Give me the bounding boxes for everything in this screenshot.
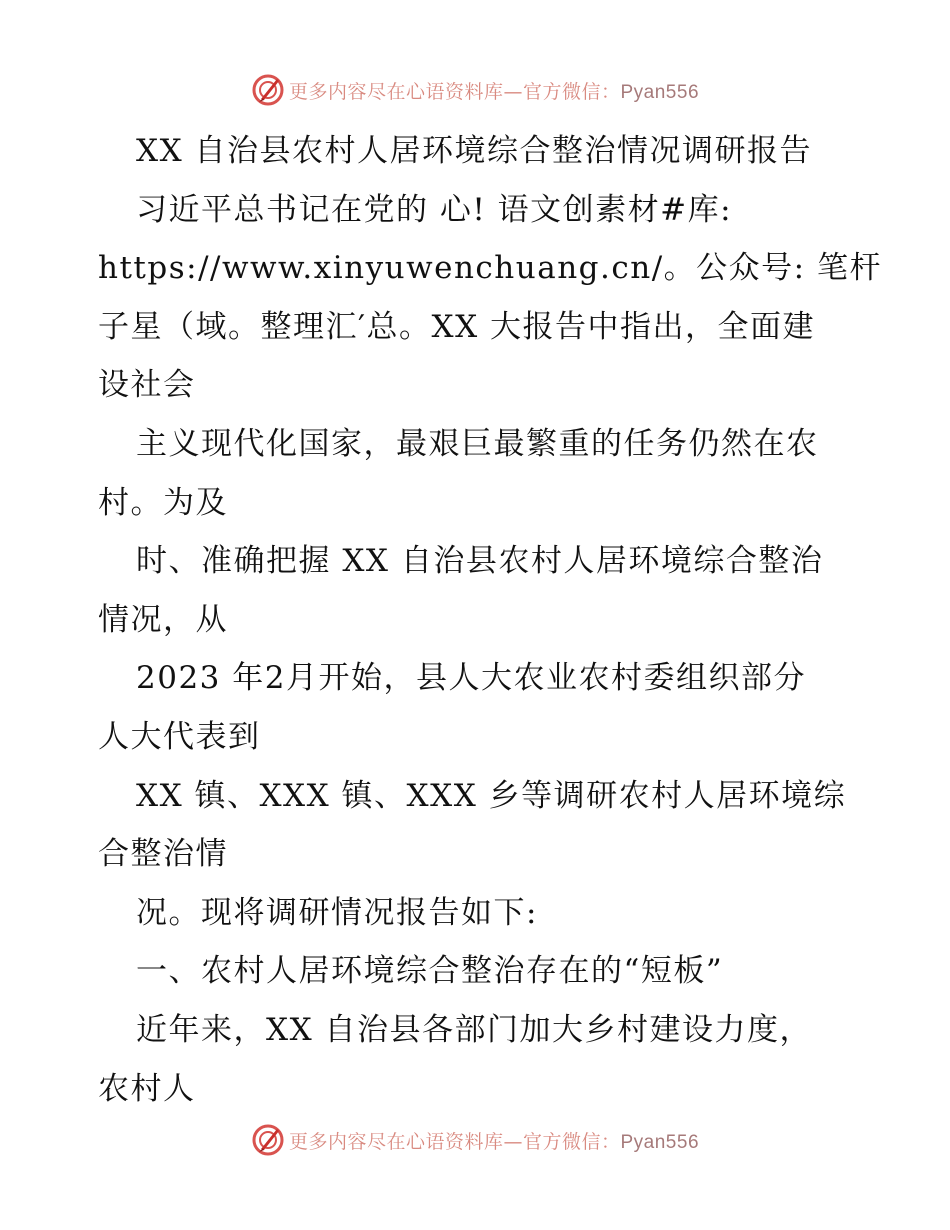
document-title: XX 自治县农村人居环境综合整治情况调研报告 <box>136 133 812 169</box>
quill-pen-logo-icon <box>251 73 285 107</box>
watermark-text: 更多内容尽在心语资料库—官方微信：Pyan556 <box>288 80 700 103</box>
paragraph-line: XX 镇、XXX 镇、XXX 乡等调研农村人居环境综 <box>136 777 847 814</box>
paragraph-line: 况。现将调研情况报告如下: <box>136 894 538 931</box>
paragraph-line: 子星（域。整理汇′总。XX 大报告中指出，全面建 <box>98 308 816 345</box>
footer-watermark-banner <box>0 1120 950 1160</box>
paragraph-line: 农村人 <box>98 1070 196 1107</box>
paragraph-line: 合整治情 <box>98 836 228 873</box>
paragraph-line: 情况，从 <box>98 601 228 638</box>
watermark-text: 更多内容尽在心语资料库—官方微信：Pyan556 <box>288 1130 700 1153</box>
quill-pen-logo-icon <box>251 1123 285 1157</box>
paragraph-line: 主义现代化国家，最艰巨最繁重的任务仍然在农 <box>136 425 819 462</box>
paragraph-line: 时、准确把握 XX 自治县农村人居环境综合整治 <box>136 543 824 580</box>
paragraph-line: 人大代表到 <box>98 718 261 755</box>
paragraph-line: 2023 年2月开始，县人大农业农村委组织部分 <box>136 660 806 697</box>
section-heading: 一、农村人居环境综合整治存在的“短板” <box>136 953 724 990</box>
paragraph-line: https://www.xinyuwenchuang.cn/。公众号: 笔杆 <box>98 250 882 287</box>
document-body <box>98 122 882 1118</box>
paragraph-line: 设社会 <box>98 367 196 404</box>
paragraph-line: 习近平总书记在党的 心! 语文创素材#库: <box>136 191 733 228</box>
header-watermark-banner <box>0 70 950 110</box>
paragraph-line: 近年来，XX 自治县各部门加大乡村建设力度， <box>136 1011 812 1048</box>
paragraph-line: 村。为及 <box>98 484 228 521</box>
